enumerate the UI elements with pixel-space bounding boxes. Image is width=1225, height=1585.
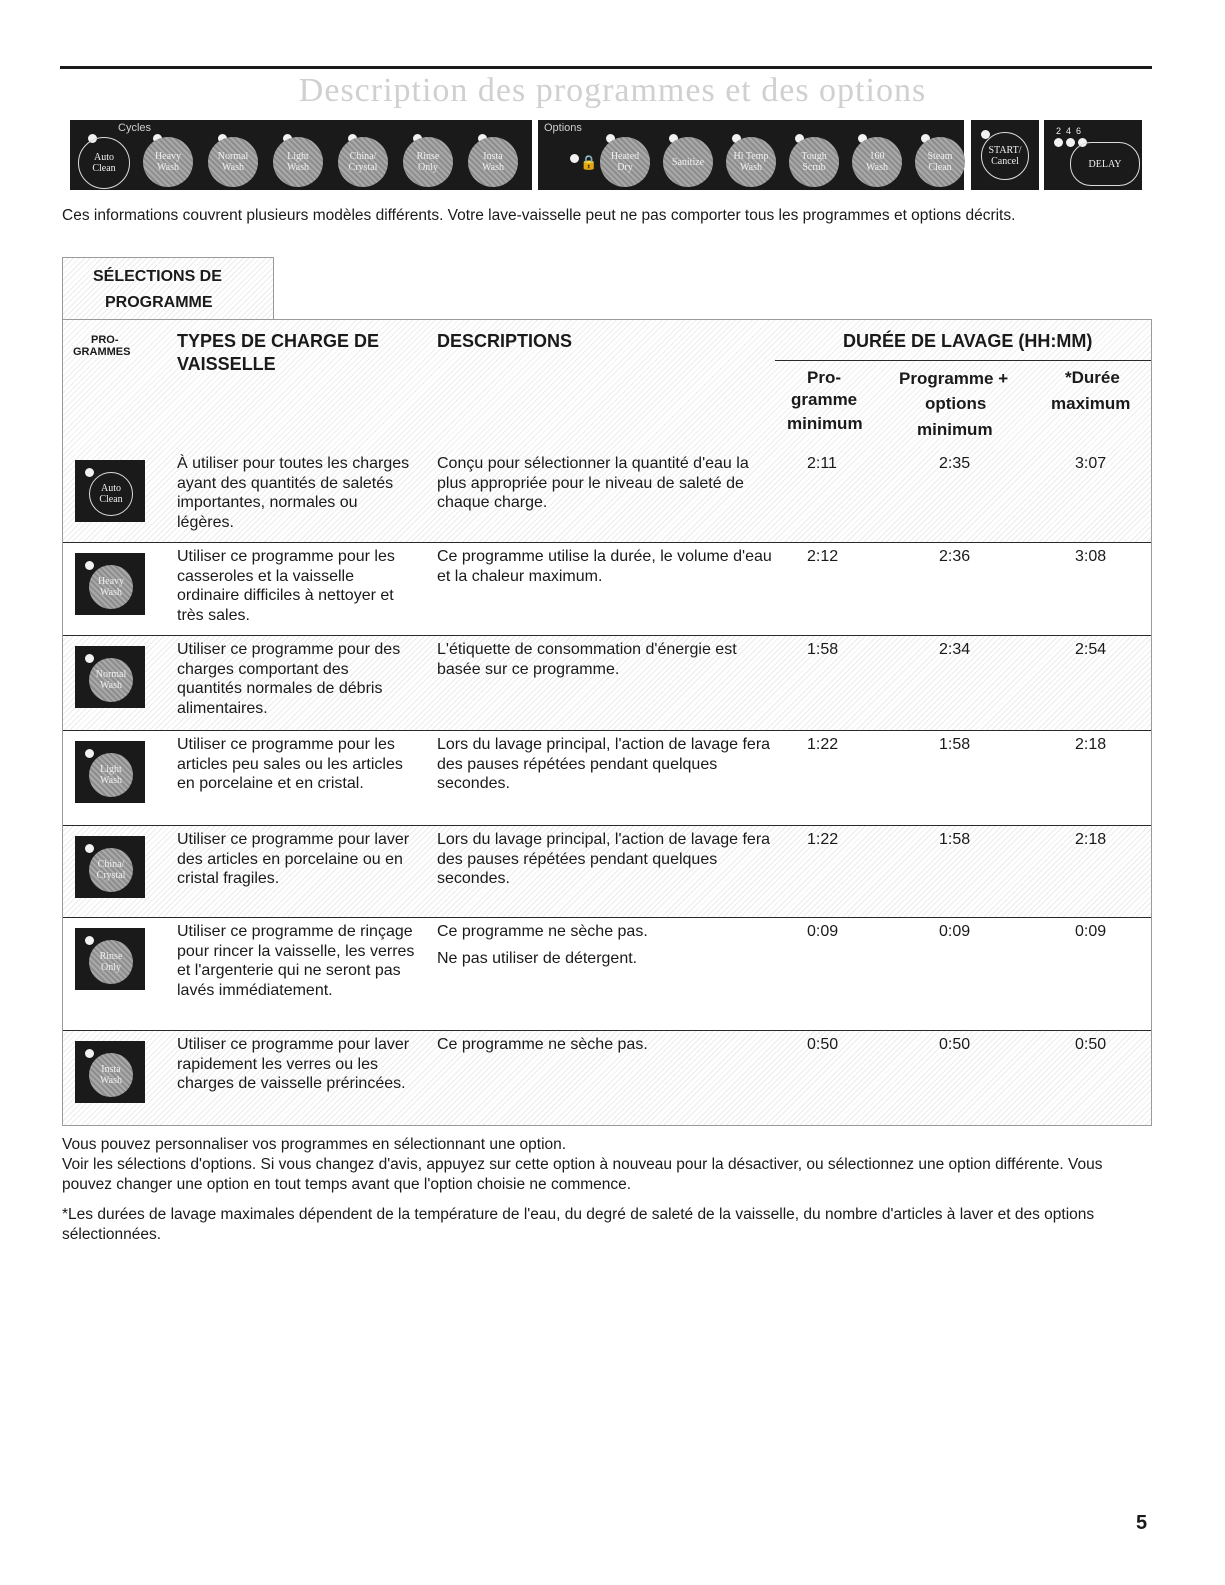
program-button-icon: Insta Wash: [89, 1053, 133, 1097]
table-row: [63, 450, 1151, 543]
description-text: [437, 454, 777, 520]
time-min: 1:22: [807, 736, 839, 753]
time-options-min: 1:58: [939, 831, 971, 848]
load-type-text: Utiliser ce programme pour laver rapidement les verres ou les charges de vaisselle prérincées.: [177, 1036, 410, 1092]
option-button-sanitize[interactable]: Sanitize: [663, 137, 713, 187]
load-type-text: Utiliser ce programme pour les articles peu sales ou les articles en porcelaine et en cristal.: [177, 736, 403, 792]
table-row: [63, 731, 1151, 826]
selections-tab: [62, 257, 274, 320]
tab-line-1: SÉLECTIONS DE: [93, 268, 222, 285]
col-duree: DURÉE DE LAVAGE (HH:MM): [843, 331, 1093, 351]
col-max-2: maximum: [1051, 394, 1131, 413]
program-icon: [75, 741, 145, 803]
program-icon: [75, 646, 145, 708]
col-opt-2: options: [925, 394, 987, 413]
tab-line-2: PROGRAMME: [105, 294, 213, 311]
time-options-min: 2:35: [939, 455, 971, 472]
program-button-icon: Auto Clean: [89, 472, 133, 516]
description-text: [437, 547, 777, 593]
col-opt-3: minimum: [917, 420, 993, 439]
delay-panel: [1044, 120, 1142, 190]
time-options-min: 0:50: [939, 1036, 971, 1053]
program-button-icon: Rinse Only: [89, 940, 133, 984]
description-text: [437, 735, 777, 801]
time-options-min: 2:36: [939, 548, 971, 565]
time-min: 2:11: [807, 455, 837, 472]
time-min: 1:22: [807, 831, 839, 848]
description-text: [437, 830, 777, 896]
indicator-light: [85, 844, 94, 853]
time-min: 2:12: [807, 548, 839, 565]
load-type-text: Utiliser ce programme de rinçage pour rincer la vaisselle, les verres et l'argenterie qui ne seront pas lavés immédiatement.: [177, 923, 415, 999]
time-options-min: 1:58: [939, 736, 971, 753]
description-line: Ce programme ne sèche pas.: [437, 923, 648, 940]
indicator-light: [570, 154, 579, 163]
col-programmes-1: PRO-: [91, 334, 119, 346]
cycle-button-rinse[interactable]: Rinse Only: [403, 137, 453, 187]
note-2: Voir les sélections d'options. Si vous changez d'avis, appuyez sur cette option à nouveau pour la désactiver, ou sélectionnez une option différente. Vous pouvez changer une option en tout temps avant que l'option choisie ne commence.: [62, 1156, 1103, 1193]
cycle-button-light[interactable]: Light Wash: [273, 137, 323, 187]
col-min-2: gramme: [791, 390, 858, 409]
program-icon: [75, 836, 145, 898]
start-cancel-button[interactable]: START/ Cancel: [981, 132, 1029, 180]
cycles-label: Cycles: [118, 122, 152, 134]
header-divider: [775, 360, 1151, 361]
description-line: Lors du lavage principal, l'action de lavage fera des pauses répétées pendant quelques secondes.: [437, 736, 771, 792]
time-max: 2:54: [1075, 641, 1107, 658]
indicator-light: [85, 936, 94, 945]
program-icon: [75, 1041, 145, 1103]
note-1: Vous pouvez personnaliser vos programmes en sélectionnant une option.: [62, 1136, 567, 1153]
page-number: 5: [1136, 1512, 1148, 1534]
load-type-text: À utiliser pour toutes les charges ayant des quantités de saletés importantes, normales ou légères.: [177, 455, 410, 531]
programs-table: [62, 319, 1152, 1126]
description-line: Ce programme utilise la durée, le volume d'eau et la chaleur maximum.: [437, 548, 772, 585]
time-max: 2:18: [1075, 736, 1107, 753]
table-row: [63, 1031, 1151, 1125]
option-button-steam[interactable]: Steam Clean: [915, 137, 965, 187]
indicator-light: [85, 561, 94, 570]
cycle-button-heavy[interactable]: Heavy Wash: [143, 137, 193, 187]
time-options-min: 0:09: [939, 923, 971, 940]
delay-button[interactable]: DELAY: [1070, 142, 1140, 186]
table-row: [63, 543, 1151, 636]
table-row: [63, 918, 1151, 1031]
program-icon: [75, 460, 145, 522]
cycle-button-insta[interactable]: Insta Wash: [468, 137, 518, 187]
description-line: Conçu pour sélectionner la quantité d'eau la plus appropriée pour le niveau de saleté de chaque charge.: [437, 455, 749, 511]
notes: [62, 1135, 1154, 1255]
option-button-heated[interactable]: Heated Dry: [600, 137, 650, 187]
note-3: *Les durées de lavage maximales dépendent de la température de l'eau, du degré de saleté de la vaisselle, du nombre d'articles à laver et des options sélectionnées.: [62, 1206, 1095, 1243]
col-programmes-2: GRAMMES: [73, 346, 131, 358]
cycles-panel: [70, 120, 532, 190]
program-icon: [75, 553, 145, 615]
option-button-hitemp[interactable]: Hi Temp Wash: [726, 137, 776, 187]
time-max: 2:18: [1075, 831, 1107, 848]
page-title: Description des programmes et des options: [298, 72, 927, 109]
load-type-text: Utiliser ce programme pour laver des articles en porcelaine ou en cristal fragiles.: [177, 831, 410, 887]
cycle-button-china[interactable]: China/ Crystal: [338, 137, 388, 187]
table-row: [63, 636, 1151, 731]
description-line: Lors du lavage principal, l'action de lavage fera des pauses répétées pendant quelques secondes.: [437, 831, 771, 887]
load-type-text: Utiliser ce programme pour des charges comportant des quantités normales de débris alimentaires.: [177, 641, 401, 717]
col-min-1: Pro-: [807, 368, 841, 387]
indicator-light: [1054, 138, 1063, 147]
time-max: 3:08: [1075, 548, 1107, 565]
indicator-light: [85, 654, 94, 663]
indicator-light: [1066, 138, 1075, 147]
col-opt-1: Programme +: [899, 369, 1009, 388]
options-panel: [538, 120, 964, 190]
program-button-icon: Light Wash: [89, 753, 133, 797]
description-text: [437, 1035, 777, 1062]
description-line: L'étiquette de consommation d'énergie est basée sur ce programme.: [437, 641, 737, 678]
indicator-light: [85, 1049, 94, 1058]
description-text: [437, 922, 777, 975]
cycle-button-auto[interactable]: Auto Clean: [78, 137, 130, 189]
indicator-light: [85, 468, 94, 477]
col-types-2: VAISSELLE: [177, 354, 276, 374]
load-type-text: Utiliser ce programme pour les casseroles et la vaisselle ordinaire difficiles à nettoyer et très sales.: [177, 548, 395, 624]
option-button-tough[interactable]: Tough Scrub: [789, 137, 839, 187]
program-button-icon: China/ Crystal: [89, 848, 133, 892]
col-max-1: *Durée: [1065, 368, 1120, 387]
col-min-3: minimum: [787, 414, 863, 433]
description-text: [437, 640, 777, 686]
description-line: Ne pas utiliser de détergent.: [437, 949, 638, 967]
delay-hours-label: 2 4 6: [1056, 126, 1082, 136]
time-min: 0:09: [807, 923, 839, 940]
description-line: Ce programme ne sèche pas.: [437, 1036, 648, 1053]
options-label: Options: [544, 122, 582, 134]
lock-icon: 🔒: [580, 154, 598, 170]
option-button-160[interactable]: 160 Wash: [852, 137, 902, 187]
program-button-icon: Heavy Wash: [89, 565, 133, 609]
table-row: [63, 826, 1151, 918]
start-panel: [971, 120, 1039, 190]
col-types-1: TYPES DE CHARGE DE: [177, 331, 380, 351]
time-options-min: 2:34: [939, 641, 971, 658]
time-max: 0:50: [1075, 1036, 1107, 1053]
cycle-button-normal[interactable]: Normal Wash: [208, 137, 258, 187]
table-header: [63, 320, 1151, 451]
time-min: 1:58: [807, 641, 839, 658]
col-descriptions: DESCRIPTIONS: [437, 331, 573, 351]
intro-text: Ces informations couvrent plusieurs modèles différents. Votre lave-vaisselle peut ne pas comporter tous les programmes et options décrits.: [62, 207, 1016, 224]
time-max: 3:07: [1075, 455, 1107, 472]
program-button-icon: Normal Wash: [89, 658, 133, 702]
program-icon: [75, 928, 145, 990]
indicator-light: [85, 749, 94, 758]
time-min: 0:50: [807, 1036, 839, 1053]
time-max: 0:09: [1075, 923, 1107, 940]
top-rule: [60, 66, 1152, 69]
